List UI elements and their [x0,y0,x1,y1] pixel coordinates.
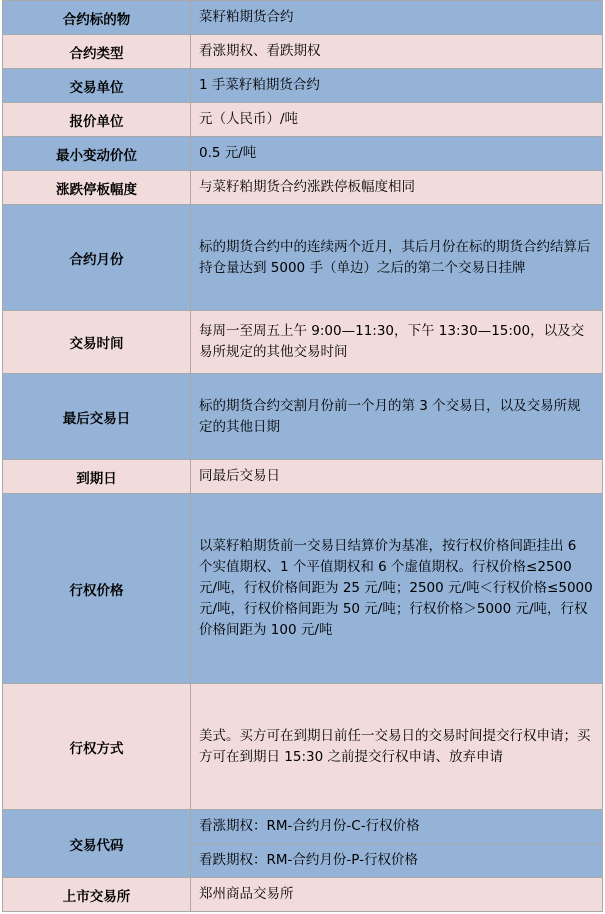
row-label-trading-unit: 交易单位 [3,69,191,103]
row-value-ticker-put: 看跌期权：RM-合约月份-P-行权价格 [191,844,603,878]
row-label-exchange: 上市交易所 [3,878,191,912]
row-label-strike-price: 行权价格 [3,494,191,684]
row-value-exchange: 郑州商品交易所 [191,878,603,912]
row-label-tick-size: 最小变动价位 [3,137,191,171]
row-value-underlying: 菜籽粕期货合约 [191,1,603,35]
table-row [3,137,603,171]
table-row [3,684,603,810]
row-value-contract-type: 看涨期权、看跌期权 [191,35,603,69]
row-label-trading-hours: 交易时间 [3,311,191,374]
row-value-trading-hours: 每周一至周五上午 9:00—11:30，下午 13:30—15:00，以及交易所规定的其他交易时间 [191,311,603,374]
table-row [3,460,603,494]
row-label-ticker: 交易代码 [3,810,191,878]
row-label-underlying: 合约标的物 [3,1,191,35]
table-row [3,35,603,69]
row-label-contract-type: 合约类型 [3,35,191,69]
row-label-quote-unit: 报价单位 [3,103,191,137]
table-row [3,810,603,844]
row-value-contract-months: 标的期货合约中的连续两个近月，其后月份在标的期货合约结算后持仓量达到 5000 手（单边）之后的第二个交易日挂牌 [191,205,603,311]
row-label-price-limit: 涨跌停板幅度 [3,171,191,205]
table-row [3,878,603,912]
table-row [3,69,603,103]
row-value-price-limit: 与菜籽粕期货合约涨跌停板幅度相同 [191,171,603,205]
table-row [3,171,603,205]
row-label-expiration-date: 到期日 [3,460,191,494]
row-value-expiration-date: 同最后交易日 [191,460,603,494]
contract-spec-table [2,0,603,912]
table-row [3,494,603,684]
row-value-quote-unit: 元（人民币）/吨 [191,103,603,137]
row-value-last-trading-day: 标的期货合约交割月份前一个月的第 3 个交易日，以及交易所规定的其他日期 [191,374,603,460]
row-value-strike-price: 以菜籽粕期货前一交易日结算价为基准，按行权价格间距挂出 6 个实值期权、1 个平值期权和 6 个虚值期权。行权价格≤2500 元/吨，行权价格间距为 25 元/吨；2500 元/吨＜行权价格≤5000 元/吨，行权价格间距为 50 元/吨；行权价格＞5000 元/吨，行权价格间距为 100 元/吨 [191,494,603,684]
table-row [3,374,603,460]
table-row [3,205,603,311]
table-row [3,103,603,137]
row-label-exercise-style: 行权方式 [3,684,191,810]
row-value-tick-size: 0.5 元/吨 [191,137,603,171]
row-value-trading-unit: 1 手菜籽粕期货合约 [191,69,603,103]
row-value-ticker-call: 看涨期权：RM-合约月份-C-行权价格 [191,810,603,844]
row-label-contract-months: 合约月份 [3,205,191,311]
row-value-exercise-style: 美式。买方可在到期日前任一交易日的交易时间提交行权申请；买方可在到期日 15:30 之前提交行权申请、放弃申请 [191,684,603,810]
table-row [3,311,603,374]
row-label-last-trading-day: 最后交易日 [3,374,191,460]
table-row [3,1,603,35]
